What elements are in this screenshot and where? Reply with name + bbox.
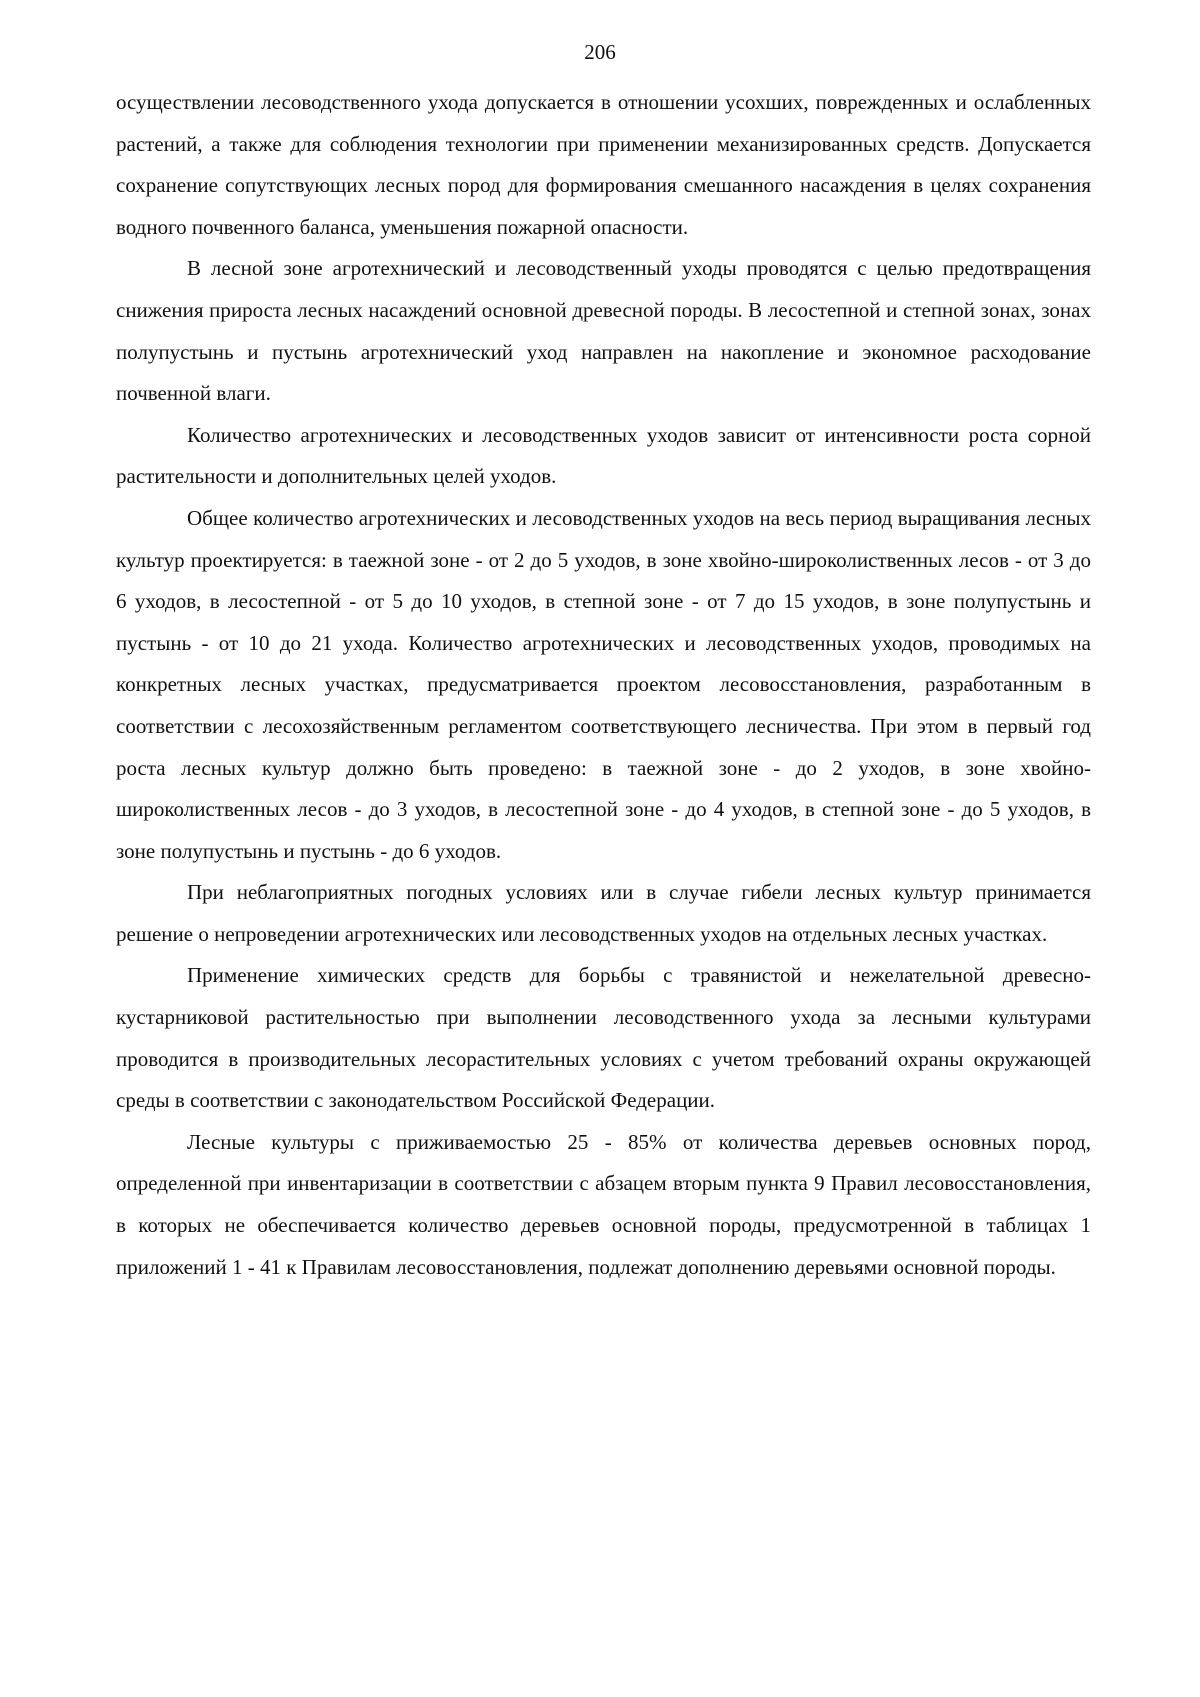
- paragraph-total-care-count: Общее количество агротехнических и лесоводственных уходов на весь период выращивания лесных культур проектируется: в таежной зоне - от 2 до 5 уходов, в зоне хвойно-широколиственных лесов - от 3 до 6 уходов, в лесостепной - от 5 до 10 уходов, в степной зоне - от 7 до 15 уходов, в зоне полупустынь и пустынь - от 10 до 21 ухода. Количество агротехнических и лесоводственных уходов, проводимых на конкретных лесных участках, предусматривается проектом лесовосстановления, разработанным в соответствии с лесохозяйственным регламентом соответствующего лесничества. При этом в первый год роста лесных культур должно быть проведено: в таежной зоне - до 2 уходов, в зоне хвойно-широколиственных лесов - до 3 уходов, в лесостепной зоне - до 4 уходов, в степной зоне - до 5 уходов, в зоне полупустынь и пустынь - до 6 уходов.: [116, 505, 1091, 863]
- page-number: 206: [584, 40, 616, 64]
- paragraph-chemical-means: Применение химических средств для борьбы с травянистой и нежелательной древесно-кустарниковой растительностью при выполнении лесоводственного ухода за лесными культурами проводится в производительных лесорастительных условиях с учетом требований охраны окружающей среды в соответствии с законодательством Российской Федерации.: [116, 963, 1091, 1113]
- paragraph-care-count: Количество агротехнических и лесоводственных уходов зависит от интенсивности роста сорной растительности и дополнительных целей уходов.: [116, 422, 1091, 489]
- paragraph-continuation: осуществлении лесоводственного ухода допускается в отношении усохших, поврежденных и ослабленных растений, а также для соблюдения технологии при применении механизированных средств. Допускается сохранение сопутствующих лесных пород для формирования смешанного насаждения в целях сохранения водного почвенного баланса, уменьшения пожарной опасности.: [116, 90, 1091, 239]
- paragraph-survival-rate: Лесные культуры с приживаемостью 25 - 85% от количества деревьев основных пород, определенной при инвентаризации в соответствии с абзацем вторым пункта 9 Правил лесовосстановления, в которых не обеспечивается количество деревьев основной породы, предусмотренной в таблицах 1 приложений 1 - 41 к Правилам лесовосстановления, подлежат дополнению деревьями основной породы.: [116, 1129, 1091, 1279]
- paragraph-unfavorable-conditions: При неблагоприятных погодных условиях или в случае гибели лесных культур принимается решение о непроведении агротехнических или лесоводственных уходов на отдельных лесных участках.: [116, 880, 1091, 946]
- document-body: [116, 82, 1091, 1288]
- paragraph-forest-zone-care: В лесной зоне агротехнический и лесоводственный уходы проводятся с целью предотвращения снижения прироста лесных насаждений основной древесной породы. В лесостепной и степной зонах, зонах полупустынь и пустынь агротехнический уход направлен на накопление и экономное расходование почвенной влаги.: [116, 256, 1091, 406]
